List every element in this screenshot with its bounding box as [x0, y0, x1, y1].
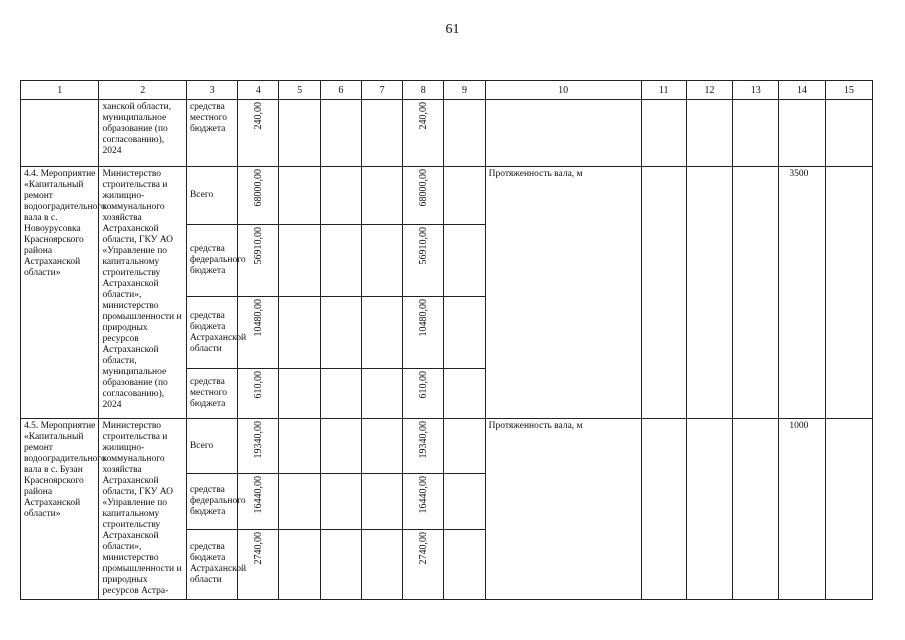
empty-cell	[320, 100, 361, 167]
value-col4: 610,00	[238, 369, 279, 419]
header-cell: 4	[238, 81, 279, 100]
empty-cell	[444, 100, 485, 167]
header-cell: 2	[99, 81, 187, 100]
table-row	[21, 100, 873, 167]
empty-cell	[320, 225, 361, 297]
empty-cell	[641, 100, 686, 167]
empty-cell	[444, 167, 485, 225]
header-cell: 11	[641, 81, 686, 100]
empty-cell	[279, 529, 320, 599]
empty-cell	[733, 100, 779, 167]
header-cell: 8	[403, 81, 444, 100]
executor-cell: ханской области, муниципальное образование (по согласованию), 2024	[99, 100, 187, 167]
header-cell: 9	[444, 81, 485, 100]
empty-cell	[279, 369, 320, 419]
value-col8: 240,00	[403, 100, 444, 167]
value-col4: 19340,00	[238, 419, 279, 474]
empty-cell	[444, 529, 485, 599]
header-cell: 5	[279, 81, 320, 100]
source-label: средства федерального бюджета	[186, 474, 237, 529]
empty-cell	[320, 529, 361, 599]
value-col4: 2740,00	[238, 529, 279, 599]
value-col8: 610,00	[403, 369, 444, 419]
target-cell	[779, 100, 825, 167]
empty-cell	[279, 100, 320, 167]
target-cell: 1000	[779, 419, 825, 600]
executor-cell: Министерство строительства и жилищно-коммунального хозяйства Астраханской области, ГКУ АО «Управление по капитальному строительству Астраханской области», министерство промышленности и природных ресурсов Астра-	[99, 419, 187, 600]
measure-cell: 4.4. Мероприятие «Капитальный ремонт водооградительного вала в с. Новоурусовка Красноярского района Астраханской области»	[21, 167, 99, 419]
value-col4: 56910,00	[238, 225, 279, 297]
empty-cell	[279, 419, 320, 474]
value-col4: 240,00	[238, 100, 279, 167]
source-label: средства местного бюджета	[186, 100, 237, 167]
empty-cell	[686, 419, 732, 600]
header-cell: 15	[825, 81, 872, 100]
empty-cell	[320, 369, 361, 419]
measure-cell: 4.5. Мероприятие «Капитальный ремонт водооградительного вала в с. Бузан Красноярского района Астраханской области»	[21, 419, 99, 600]
value-col8: 19340,00	[403, 419, 444, 474]
empty-cell	[279, 474, 320, 529]
empty-cell	[444, 225, 485, 297]
table-row	[21, 419, 873, 474]
empty-cell	[733, 167, 779, 419]
empty-cell	[279, 225, 320, 297]
value-col4: 16440,00	[238, 474, 279, 529]
target-cell: 3500	[779, 167, 825, 419]
empty-cell	[686, 167, 732, 419]
empty-cell	[444, 297, 485, 369]
value-col8: 56910,00	[403, 225, 444, 297]
value-col4: 68000,00	[238, 167, 279, 225]
value-col4: 10480,00	[238, 297, 279, 369]
value-col8: 68000,00	[403, 167, 444, 225]
empty-cell	[733, 419, 779, 600]
empty-cell	[361, 167, 402, 225]
empty-cell	[361, 297, 402, 369]
header-cell: 7	[361, 81, 402, 100]
source-label: средства бюджета Астраханской области	[186, 529, 237, 599]
indicator-cell: Протяженность вала, м	[485, 167, 641, 419]
header-row	[21, 81, 873, 100]
source-label: средства бюджета Астраханской области	[186, 297, 237, 369]
empty-cell	[361, 529, 402, 599]
empty-cell	[444, 369, 485, 419]
value-col8: 10480,00	[403, 297, 444, 369]
source-label: средства местного бюджета	[186, 369, 237, 419]
empty-cell	[361, 369, 402, 419]
page-number: 61	[445, 22, 460, 37]
empty-cell	[361, 225, 402, 297]
empty-cell	[361, 100, 402, 167]
empty-cell	[361, 419, 402, 474]
empty-cell	[641, 419, 686, 600]
source-label: Всего	[186, 419, 237, 474]
source-label: Всего	[186, 167, 237, 225]
executor-cell: Министерство строительства и жилищно-коммунального хозяйства Астраханской области, ГКУ АО «Управление по капитальному строительству Астраханской области», министерство промышленности и природных ресурсов Астраханской области, муниципальное образование (по согласованию), 2024	[99, 167, 187, 419]
empty-cell	[320, 474, 361, 529]
header-cell: 13	[733, 81, 779, 100]
empty-cell	[320, 297, 361, 369]
header-cell: 10	[485, 81, 641, 100]
empty-cell	[686, 100, 732, 167]
program-table	[20, 80, 873, 600]
empty-cell	[825, 167, 872, 419]
empty-cell	[825, 419, 872, 600]
value-col8: 2740,00	[403, 529, 444, 599]
header-cell: 14	[779, 81, 825, 100]
measure-cell	[21, 100, 99, 167]
header-cell: 1	[21, 81, 99, 100]
empty-cell	[320, 419, 361, 474]
indicator-cell	[485, 100, 641, 167]
indicator-cell: Протяженность вала, м	[485, 419, 641, 600]
table-row	[21, 167, 873, 225]
empty-cell	[444, 474, 485, 529]
empty-cell	[444, 419, 485, 474]
header-cell: 3	[186, 81, 237, 100]
empty-cell	[361, 474, 402, 529]
empty-cell	[641, 167, 686, 419]
empty-cell	[825, 100, 872, 167]
source-label: средства федерального бюджета	[186, 225, 237, 297]
empty-cell	[279, 167, 320, 225]
empty-cell	[320, 167, 361, 225]
value-col8: 16440,00	[403, 474, 444, 529]
empty-cell	[279, 297, 320, 369]
header-cell: 12	[686, 81, 732, 100]
header-cell: 6	[320, 81, 361, 100]
